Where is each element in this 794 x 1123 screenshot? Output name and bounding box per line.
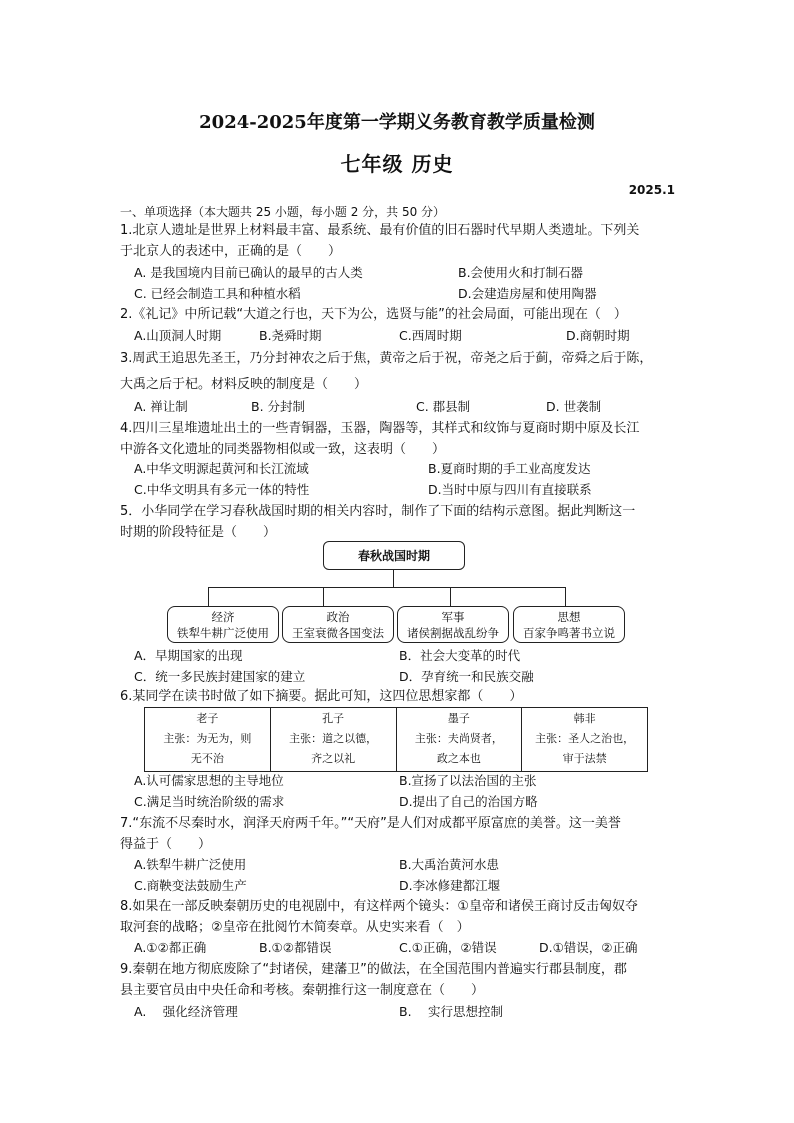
q7-option-b: B.大禹治黄河水患: [399, 857, 500, 872]
diagram-connector: [450, 587, 451, 606]
thinker-claim: [270, 727, 396, 772]
node-desc: 诸侯割据战乱纷争: [407, 626, 499, 640]
q4-stem-line2: 中游各文化遗址的同类器物相似或一致，这表明（ ）: [120, 442, 446, 457]
q3-option-c: C. 郡县制: [416, 399, 471, 414]
q1-option-a: A. 是我国境内目前已确认的最早的古人类: [134, 265, 363, 280]
diagram-node-economy: [167, 606, 279, 643]
node-desc: 王室衰微各国变法: [292, 626, 384, 640]
exam-title: 2024-2025年度第一学期义务教育教学质量检测: [199, 112, 595, 133]
q6-option-b: B.宣扬了以法治国的主张: [399, 773, 537, 788]
q5-option-b: B．社会大变革的时代: [399, 648, 521, 663]
q2-stem-line1: 2.《礼记》中所记载“大道之行也，天下为公，选贤与能”的社会局面，可能出现在（ ）: [120, 307, 627, 322]
q6-option-a: A.认可儒家思想的主导地位: [134, 773, 284, 788]
q3-option-d: D. 世袭制: [546, 399, 602, 414]
node-title: 军事: [441, 610, 465, 624]
diagram-node-politics: [282, 606, 394, 643]
thinker-name: 孔子: [270, 708, 396, 728]
claim-line: 无不治: [190, 752, 224, 765]
diagram-node-thought: [513, 606, 625, 643]
q3-stem-line2: 大禹之后于杞。材料反映的制度是（ ）: [120, 377, 368, 392]
q4-option-d: D.当时中原与四川有直接联系: [428, 482, 592, 497]
q7-option-c: C.商鞅变法鼓励生产: [134, 878, 247, 893]
diagram-connector: [393, 570, 394, 587]
diagram-connector: [208, 587, 565, 588]
thinker-claim: [145, 727, 271, 772]
diagram-connector: [208, 587, 209, 606]
q9-option-a: A. 强化经济管理: [134, 1004, 238, 1019]
subject-title: 七年级 历史: [340, 152, 454, 176]
claim-line: 主张：为无为，则: [163, 732, 252, 745]
q5-stem-line1: 5．小华同学在学习春秋战国时期的相关内容时，制作了下面的结构示意图。据此判断这一: [120, 504, 636, 519]
section-heading: 一、单项选择（本大题共 25 小题，每小题 2 分，共 50 分）: [120, 205, 446, 219]
q3-option-a: A. 禅让制: [134, 399, 188, 414]
q2-option-b: B.尧舜时期: [259, 328, 322, 343]
thinker-name: 老子: [145, 708, 271, 728]
q3-stem-line1: 3.周武王追思先圣王，乃分封神农之后于焦，黄帝之后于祝，帝尧之后于蓟，帝舜之后于陈，: [120, 351, 653, 366]
q5-stem-line2: 时期的阶段特征是（ ）: [120, 525, 277, 540]
q8-option-b: B.①②都错误: [259, 940, 332, 955]
q7-stem-line2: 得益于（ ）: [120, 837, 212, 852]
claim-line: 审于法禁: [562, 752, 607, 765]
q6-stem-line1: 6.某同学在读书时做了如下摘要。据此可知，这四位思想家都（ ）: [120, 689, 523, 704]
q8-option-a: A.①②都正确: [134, 940, 207, 955]
thinker-name: 墨子: [396, 708, 522, 728]
node-title: 政治: [326, 610, 350, 624]
claim-line: 主张：夫尚贤者，: [414, 732, 503, 745]
q2-option-c: C.西周时期: [399, 328, 462, 343]
thinkers-table: [144, 707, 648, 772]
q1-stem-line2: 于北京人的表述中，正确的是（ ）: [120, 244, 342, 259]
q4-stem-line1: 4.四川三星堆遗址出土的一些青铜器，玉器，陶器等，其样式和纹饰与夏商时期中原及长江: [120, 421, 640, 436]
thinker-claim: [522, 727, 648, 772]
q6-option-d: D.提出了自己的治国方略: [399, 794, 538, 809]
q9-stem-line1: 9.秦朝在地方彻底废除了“封诸侯，建藩卫”的做法，在全国范围内普遍实行郡县制度，郡: [120, 962, 627, 977]
claim-line: 政之本也: [436, 752, 481, 765]
q7-option-d: D.李冰修建都江堰: [399, 878, 501, 893]
structure-diagram: [165, 541, 630, 646]
q6-option-c: C.满足当时统治阶级的需求: [134, 794, 285, 809]
q8-stem-line1: 8.如果在一部反映秦朝历史的电视剧中，有这样两个镜头：①皇帝和诸侯王商讨反击匈奴夺: [120, 899, 639, 914]
node-desc: 铁犁牛耕广泛使用: [177, 626, 269, 640]
q4-option-b: B.夏商时期的手工业高度发达: [428, 461, 591, 476]
q5-option-a: A．早期国家的出现: [134, 648, 243, 663]
node-title: 经济: [211, 610, 235, 624]
q7-option-a: A.铁犁牛耕广泛使用: [134, 857, 247, 872]
q1-option-b: B.会使用火和打制石器: [458, 265, 584, 280]
q8-stem-line2: 取河套的战略；②皇帝在批阅竹木简奏章。从史实来看（ ）: [120, 920, 470, 935]
q1-stem-line1: 1.北京人遗址是世界上材料最丰富、最系统、最有价值的旧石器时代早期人类遗址。下列关: [120, 223, 640, 238]
diagram-connector: [565, 587, 566, 606]
q2-option-d: D.商朝时期: [566, 328, 630, 343]
thinker-claim: [396, 727, 522, 772]
claim-line: 主张：圣人之治也，: [535, 732, 635, 745]
q1-option-c: C. 已经会制造工具和种植水稻: [134, 286, 301, 301]
q4-option-c: C.中华文明具有多元一体的特性: [134, 482, 310, 497]
q3-option-b: B. 分封制: [251, 399, 306, 414]
q7-stem-line1: 7.“东流不尽秦时水，润泽天府两千年。”“天府”是人们对成都平原富庶的美誉。这一美誉: [120, 816, 621, 831]
q4-option-a: A.中华文明源起黄河和长江流域: [134, 461, 309, 476]
q9-stem-line2: 县主要官员由中央任命和考核。秦朝推行这一制度意在（ ）: [120, 983, 485, 998]
q1-option-d: D.会建造房屋和使用陶器: [458, 286, 597, 301]
node-desc: 百家争鸣著书立说: [523, 626, 615, 640]
thinker-name: 韩非: [522, 708, 648, 728]
diagram-node-military: [397, 606, 509, 643]
node-title: 思想: [557, 610, 581, 624]
claim-line: 主张：道之以德，: [289, 732, 378, 745]
claim-line: 齐之以礼: [311, 752, 356, 765]
exam-date: 2025.1: [628, 183, 675, 197]
q9-option-b: B. 实行思想控制: [399, 1004, 504, 1019]
q5-option-c: C．统一多民族封建国家的建立: [134, 669, 306, 684]
q2-option-a: A.山顶洞人时期: [134, 328, 222, 343]
diagram-connector: [323, 587, 324, 606]
q8-option-c: C.①正确，②错误: [399, 940, 497, 955]
diagram-root-box: 春秋战国时期: [323, 541, 465, 570]
q5-option-d: D．孕育统一和民族交融: [399, 669, 534, 684]
q8-option-d: D.①错误，②正确: [539, 940, 638, 955]
